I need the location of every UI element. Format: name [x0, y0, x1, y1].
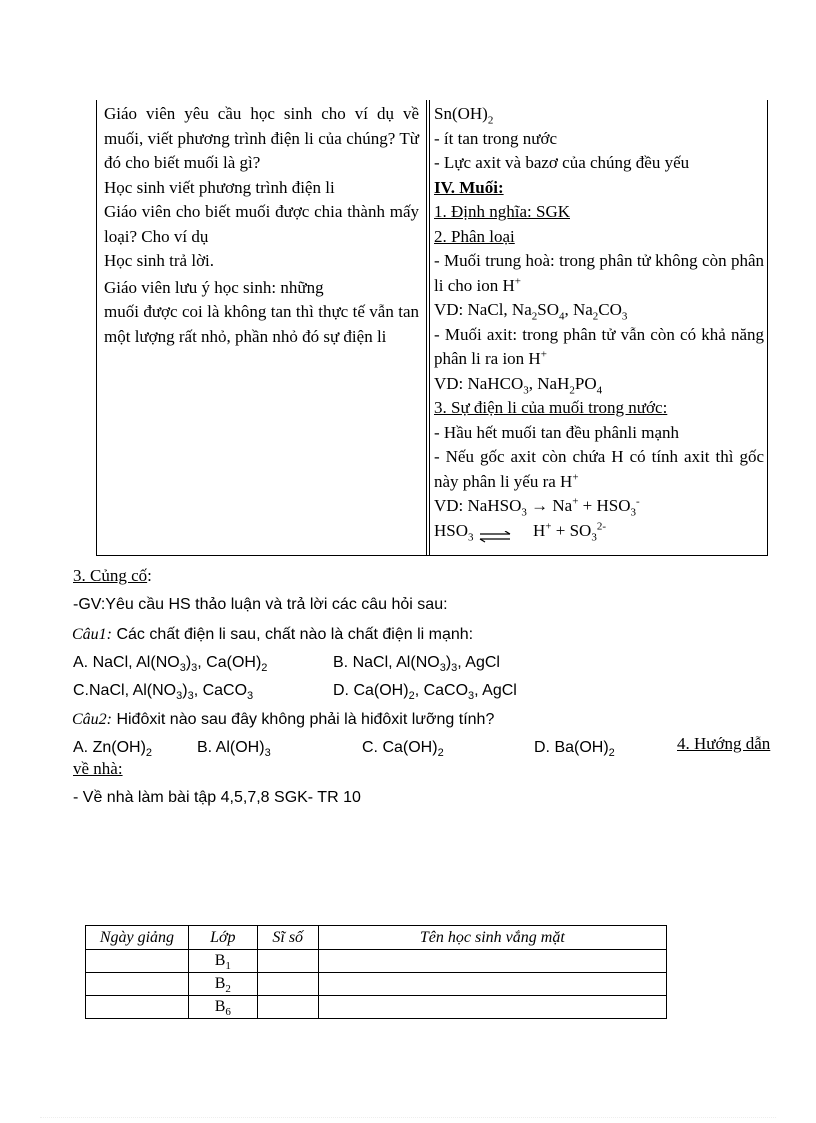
- classification-heading: 2. Phân loại: [434, 226, 515, 246]
- lesson-table: [96, 100, 768, 556]
- absent-cell[interactable]: [318, 996, 666, 1019]
- left-paragraph: Giáo viên cho biết muối được chia thành mấy loại? Cho ví dụ: [104, 202, 419, 246]
- column-divider-double: [429, 100, 430, 555]
- homework-heading: 4. Hướng dẫn: [677, 734, 771, 753]
- count-cell[interactable]: [257, 950, 318, 973]
- dissociation-heading: 3. Sự điện li của muối trong nước:: [434, 398, 668, 417]
- absent-cell[interactable]: [318, 973, 666, 996]
- table-row: [86, 950, 667, 973]
- left-paragraph: Học sinh trả lời.: [104, 251, 215, 270]
- neu-goc-text: - Nếu gốc axit còn chứa H có tính axit thì gốc này phân li yếu ra H+: [434, 447, 764, 491]
- absent-cell[interactable]: [318, 950, 666, 973]
- q1-option-c: C.NaCl, $Al(NO_3)_3$, CaCO$_3$: [73, 682, 254, 703]
- q2-option-a: A. $Zn(OH)_2$: [73, 739, 153, 760]
- count-cell[interactable]: [257, 973, 318, 996]
- left-paragraph: muối được coi là không tan thì thực tế vẫn tan một lượng rất nhỏ, phần nhỏ đó sự điện li: [104, 302, 419, 346]
- table-row: [86, 973, 667, 996]
- example-3: VD: NaHSO$_3$ → $Na^+ + HSO_3^-$: [434, 495, 640, 519]
- header-count: Sĩ số: [257, 926, 318, 950]
- luc-axit-line: - Lực axit và bazơ của chúng đều yếu: [434, 153, 690, 172]
- class-cell: $B_1$: [188, 950, 257, 973]
- homework-task: - Về nhà làm bài tập 4,5,7,8 SGK- TR 10: [73, 789, 361, 806]
- class-cell: $B_6$: [188, 996, 257, 1019]
- header-date: Ngày giảng: [86, 926, 189, 950]
- q2-option-b: B. $Al(OH)_3$: [197, 739, 271, 760]
- consolidation-heading: 3. Củng cố:: [73, 566, 152, 585]
- class-cell: $B_2$: [188, 973, 257, 996]
- example-2: VD: NaHCO$_3$, $NaH_2PO_4$: [434, 373, 603, 396]
- table-row: [86, 996, 667, 1019]
- content-column: [434, 102, 764, 543]
- date-cell[interactable]: [86, 950, 189, 973]
- equilibrium-arrows-icon: [478, 526, 512, 538]
- count-cell[interactable]: [257, 996, 318, 1019]
- header-class: Lớp: [188, 926, 257, 950]
- example-1: VD: NaCl, $Na_2SO_4$, $Na_2CO_3$: [434, 300, 628, 323]
- question-1: Câu1: Các chất điện li sau, chất nào là chất điện li mạnh:: [72, 626, 474, 643]
- acid-salt-text: - Muối axit: trong phân tử vẫn còn có khả năng phân li ra ion H+: [434, 324, 764, 368]
- left-paragraph: Giáo viên lưu ý học sinh: những: [104, 277, 324, 297]
- header-absent: Tên học sinh vắng mặt: [318, 926, 666, 950]
- equilibrium-line: $HSO_3$ $H^+ + SO_3^{2-}$: [434, 519, 607, 543]
- neutral-salt-text: - Muối trung hoà: trong phân tử không còn phân li cho ion H+: [434, 251, 764, 295]
- page-footer-divider: [40, 1117, 776, 1118]
- attendance-header-row: [86, 926, 667, 950]
- left-paragraph: Giáo viên yêu cầu học sinh cho ví dụ về muối, viết phương trình điện li của chúng? Từ đó cho biết muối là gì?: [104, 104, 419, 172]
- question-2: Câu2: Hiđôxit nào sau đây không phải là hiđôxit lưỡng tính?: [72, 711, 495, 728]
- q1-option-a: A. NaCl, $Al(NO_3)_3$, $Ca(OH)_2$: [73, 654, 268, 675]
- it-tan-line: - ít tan trong nước: [434, 128, 558, 148]
- section-muoi-heading: IV. Muối:: [434, 177, 504, 197]
- q1-option-b: B. NaCl, $Al(NO_3)_3$, AgCl: [333, 654, 500, 675]
- left-paragraph: Học sinh viết phương trình điện li: [104, 177, 335, 197]
- q2-option-d: D. $Ba(OH)_2$: [534, 739, 615, 760]
- attendance-table: [85, 925, 667, 1019]
- teacher-activity-column: [104, 102, 419, 349]
- teacher-instruction: -GV:Yêu cầu HS thảo luận và trả lời các câu hỏi sau:: [73, 596, 448, 613]
- q1-option-d: D. $Ca(OH)_2$, CaCO$_3$, AgCl: [333, 682, 517, 703]
- q2-option-c: C. $Ca(OH)_2$: [362, 739, 444, 760]
- column-divider: [426, 100, 427, 555]
- right-arrow-icon: →: [531, 496, 549, 515]
- homework-heading-cont: về nhà:: [73, 759, 123, 778]
- sn-hydroxide-line: $Sn(OH)_2$: [434, 104, 494, 127]
- hau-het-line: - Hầu hết muối tan đều phânli mạnh: [434, 422, 680, 442]
- definition-heading: 1. Định nghĩa: SGK: [434, 202, 570, 221]
- date-cell[interactable]: [86, 996, 189, 1019]
- date-cell[interactable]: [86, 973, 189, 996]
